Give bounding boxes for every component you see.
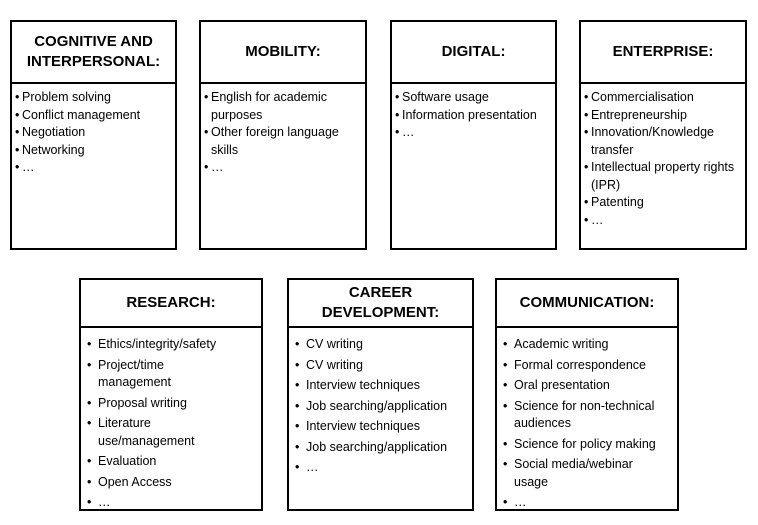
skill-item-text: Other foreign language skills [211, 125, 339, 157]
skill-item-text: CV writing [306, 357, 363, 372]
bullet-marker: • [503, 357, 508, 372]
skill-item-text: Social media/webinar usage [514, 457, 633, 489]
bullet-marker: • [15, 160, 20, 174]
skill-item [204, 89, 359, 124]
skill-item-text: … [22, 160, 35, 174]
skill-item-text: Interview techniques [306, 419, 420, 433]
bullet-marker: • [295, 378, 300, 392]
skill-item [503, 357, 664, 375]
skill-item [503, 494, 664, 512]
skill-item [15, 124, 169, 142]
bullet-marker: • [295, 398, 300, 413]
skill-list [201, 84, 365, 177]
skill-item-text: Negotiation [22, 125, 86, 139]
skill-item [204, 159, 359, 177]
skill-item-text: Literature use/management [98, 416, 195, 448]
skill-list [12, 84, 175, 177]
bullet-marker: • [15, 125, 20, 139]
skill-item-text: Evaluation [98, 454, 157, 468]
skill-item-text: Networking [22, 142, 85, 157]
skill-item [87, 474, 226, 492]
skill-list [581, 84, 745, 229]
skill-item-text: English for academic purposes [211, 90, 328, 122]
bullet-marker: • [395, 107, 400, 122]
skill-item-text: Interview techniques [306, 378, 420, 392]
box-title: CAREER DEVELOPMENT: [289, 280, 472, 328]
skill-item [15, 107, 169, 125]
skill-list [392, 84, 555, 142]
skill-item-text: Conflict management [22, 107, 141, 122]
skill-list [497, 328, 677, 512]
skill-item [584, 124, 739, 159]
skill-item [503, 398, 664, 433]
skill-item-text: … [591, 212, 604, 227]
skill-item [87, 336, 226, 354]
skill-item-text: Job searching/application [306, 439, 448, 454]
bullet-marker: • [584, 125, 589, 139]
bullet-marker: • [503, 436, 508, 451]
bullet-marker: • [295, 337, 300, 351]
bullet-marker: • [295, 439, 300, 454]
skill-item [15, 89, 169, 107]
bullet-marker: • [87, 495, 92, 509]
skill-item-text: Software usage [402, 90, 489, 104]
skill-item-text: Patenting [591, 195, 644, 209]
bullet-marker: • [295, 419, 300, 433]
skill-item-text: Project/time management [98, 357, 171, 389]
skill-list [289, 328, 472, 477]
skill-box-enterprise [579, 20, 747, 250]
bullet-marker: • [503, 495, 508, 509]
bullet-marker: • [584, 160, 589, 174]
bullet-marker: • [584, 195, 589, 209]
skill-item [204, 124, 359, 159]
skill-item-text: Academic writing [514, 337, 609, 351]
skill-item [584, 89, 739, 107]
skill-box-mobility [199, 20, 367, 250]
bullet-marker: • [15, 142, 20, 157]
skill-item-text: Commercialisation [591, 90, 694, 104]
bullet-marker: • [87, 337, 92, 351]
skill-item-text: Open Access [98, 474, 172, 489]
skill-item [295, 459, 456, 477]
bullet-marker: • [395, 125, 400, 139]
bullet-marker: • [87, 454, 92, 468]
bullet-marker: • [503, 378, 508, 392]
skill-item-text: Information presentation [402, 107, 537, 122]
skill-item-text: Intellectual property rights (IPR) [591, 160, 735, 192]
skill-box-career-development [287, 278, 474, 511]
bullet-marker: • [87, 395, 92, 410]
skill-item-text: CV writing [306, 337, 363, 351]
skill-item [395, 107, 549, 125]
bullet-marker: • [584, 90, 589, 104]
skill-item-text: Science for non-technical audiences [514, 398, 655, 430]
bullet-marker: • [395, 90, 400, 104]
skill-item [295, 377, 456, 395]
bullet-marker: • [204, 125, 209, 139]
skill-item-text: Formal correspondence [514, 357, 647, 372]
skill-item-text: … [211, 160, 224, 174]
box-title: DIGITAL: [392, 22, 555, 84]
skill-item-text: Science for policy making [514, 436, 656, 451]
box-title: MOBILITY: [201, 22, 365, 84]
skill-item [503, 377, 664, 395]
skill-box-research [79, 278, 263, 511]
skill-item [15, 142, 169, 160]
skill-item [295, 418, 456, 436]
bullet-marker: • [87, 474, 92, 489]
box-title: COGNITIVE AND INTERPERSONAL: [12, 22, 175, 84]
skill-item-text: … [98, 495, 111, 509]
skill-item-text: Entrepreneurship [591, 107, 687, 122]
box-title: RESEARCH: [81, 280, 261, 328]
skill-item-text: … [514, 495, 527, 509]
skill-item [87, 453, 226, 471]
skill-item-text: Job searching/application [306, 398, 448, 413]
bullet-marker: • [503, 398, 508, 413]
skill-item [295, 439, 456, 457]
skill-item-text: Innovation/Knowledge transfer [591, 125, 715, 157]
skill-item [503, 456, 664, 491]
skill-item [503, 336, 664, 354]
skill-item [503, 436, 664, 454]
skill-item [584, 159, 739, 194]
skill-item [295, 336, 456, 354]
bullet-marker: • [204, 90, 209, 104]
skill-item [584, 107, 739, 125]
bullet-marker: • [295, 357, 300, 372]
skill-box-communication [495, 278, 679, 511]
skill-item [87, 415, 226, 450]
bullet-marker: • [15, 90, 20, 104]
skill-item [87, 395, 226, 413]
skill-item [395, 124, 549, 142]
skill-list [81, 328, 261, 512]
bullet-marker: • [503, 337, 508, 351]
skill-item [15, 159, 169, 177]
skill-box-digital [390, 20, 557, 250]
bullet-marker: • [15, 107, 20, 122]
bullet-marker: • [87, 416, 92, 430]
skill-item-text: … [402, 125, 415, 139]
box-title: ENTERPRISE: [581, 22, 745, 84]
bullet-marker: • [584, 107, 589, 122]
skill-item [87, 494, 226, 512]
bullet-marker: • [295, 460, 300, 474]
skill-item [584, 194, 739, 212]
skill-item-text: Problem solving [22, 90, 111, 104]
skill-item-text: Oral presentation [514, 378, 610, 392]
bullet-marker: • [503, 457, 508, 471]
skill-item [87, 357, 226, 392]
skill-item [584, 212, 739, 230]
bullet-marker: • [204, 160, 209, 174]
skill-item [295, 398, 456, 416]
box-title: COMMUNICATION: [497, 280, 677, 328]
skill-item-text: Ethics/integrity/safety [98, 337, 217, 351]
skill-item-text: Proposal writing [98, 395, 187, 410]
bullet-marker: • [87, 357, 92, 372]
skill-item [395, 89, 549, 107]
bullet-marker: • [584, 212, 589, 227]
skill-item [295, 357, 456, 375]
skill-item-text: … [306, 460, 319, 474]
skill-box-cognitive-and-interpersonal [10, 20, 177, 250]
